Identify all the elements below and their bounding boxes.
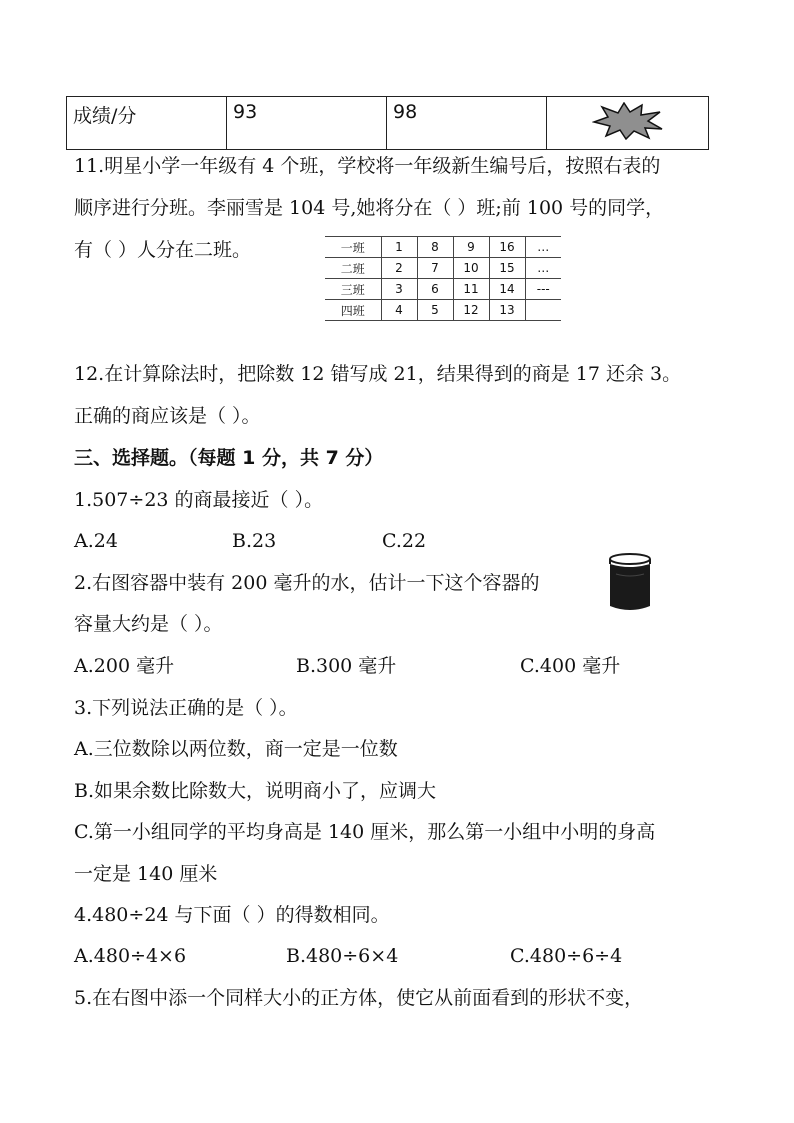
choice3-option-b: B.如果余数比除数大，说明商小了，应调大 [74, 780, 437, 802]
q12-line2: 正确的商应该是（ ）。 [74, 405, 261, 427]
table-row [325, 279, 561, 300]
score-value-1: 93 [227, 97, 387, 150]
choice4-option-b: B.480÷6×4 [286, 945, 399, 967]
choice1-option-b: B.23 [232, 530, 277, 552]
class-cell: 4 [381, 300, 417, 321]
score-table [66, 96, 709, 150]
class-cell: 四班 [325, 300, 381, 321]
class-cell: … [525, 258, 561, 279]
class-cell: 3 [381, 279, 417, 300]
class-table [325, 236, 561, 321]
class-cell: 一班 [325, 237, 381, 258]
ink-blot-cell [547, 97, 709, 150]
score-label: 成绩/分 [67, 97, 227, 150]
q11-line3: 有（ ）人分在二班。 [74, 239, 252, 261]
table-row [325, 237, 561, 258]
q11-line1: 11.明星小学一年级有 4 个班，学校将一年级新生编号后，按照右表的 [74, 155, 661, 177]
choice2-option-c: C.400 毫升 [520, 655, 621, 677]
choice3-option-c-line1: C.第一小组同学的平均身高是 140 厘米，那么第一小组中小明的身高 [74, 821, 656, 843]
class-cell: 5 [417, 300, 453, 321]
choice3-stem: 3.下列说法正确的是（ ）。 [74, 697, 298, 719]
class-cell: 16 [489, 237, 525, 258]
choice2-line2: 容量大约是（ ）。 [74, 613, 223, 635]
class-cell: 9 [453, 237, 489, 258]
class-cell: 2 [381, 258, 417, 279]
class-cell: 6 [417, 279, 453, 300]
class-cell: 二班 [325, 258, 381, 279]
choice3-option-c-line2: 一定是 140 厘米 [74, 863, 218, 885]
q11-line2: 顺序进行分班。李丽雪是 104 号,她将分在（ ）班;前 100 号的同学， [74, 197, 665, 219]
q12-line1: 12.在计算除法时，把除数 12 错写成 21，结果得到的商是 17 还余 3。 [74, 363, 682, 385]
water-container-icon [606, 552, 654, 614]
class-cell: 7 [417, 258, 453, 279]
class-cell [525, 300, 561, 321]
ink-blot-icon [592, 102, 664, 140]
choice2-option-a: A.200 毫升 [74, 655, 175, 677]
choice2-line1: 2.右图容器中装有 200 毫升的水，估计一下这个容器的 [74, 572, 540, 594]
score-value-2: 98 [387, 97, 547, 150]
choice1-stem: 1.507÷23 的商最接近（ ）。 [74, 489, 324, 511]
choice4-option-c: C.480÷6÷4 [510, 945, 623, 967]
choice1-option-a: A.24 [74, 530, 118, 552]
choice1-option-c: C.22 [382, 530, 427, 552]
section-title: 三、选择题。（每题 1 分，共 7 分） [74, 447, 384, 469]
class-cell: 10 [453, 258, 489, 279]
class-cell: 11 [453, 279, 489, 300]
class-cell: … [525, 237, 561, 258]
class-cell: 8 [417, 237, 453, 258]
choice4-option-a: A.480÷4×6 [74, 945, 187, 967]
class-cell: 15 [489, 258, 525, 279]
class-cell: 13 [489, 300, 525, 321]
class-cell: --- [525, 279, 561, 300]
class-cell: 14 [489, 279, 525, 300]
class-cell: 1 [381, 237, 417, 258]
class-cell: 12 [453, 300, 489, 321]
table-row [325, 300, 561, 321]
choice5-line1: 5.在右图中添一个同样大小的正方体，使它从前面看到的形状不变， [74, 987, 644, 1009]
choice3-option-a: A.三位数除以两位数，商一定是一位数 [74, 738, 398, 760]
choice2-option-b: B.300 毫升 [296, 655, 397, 677]
table-row [325, 258, 561, 279]
class-cell: 三班 [325, 279, 381, 300]
choice4-stem: 4.480÷24 与下面（ ）的得数相同。 [74, 904, 390, 926]
